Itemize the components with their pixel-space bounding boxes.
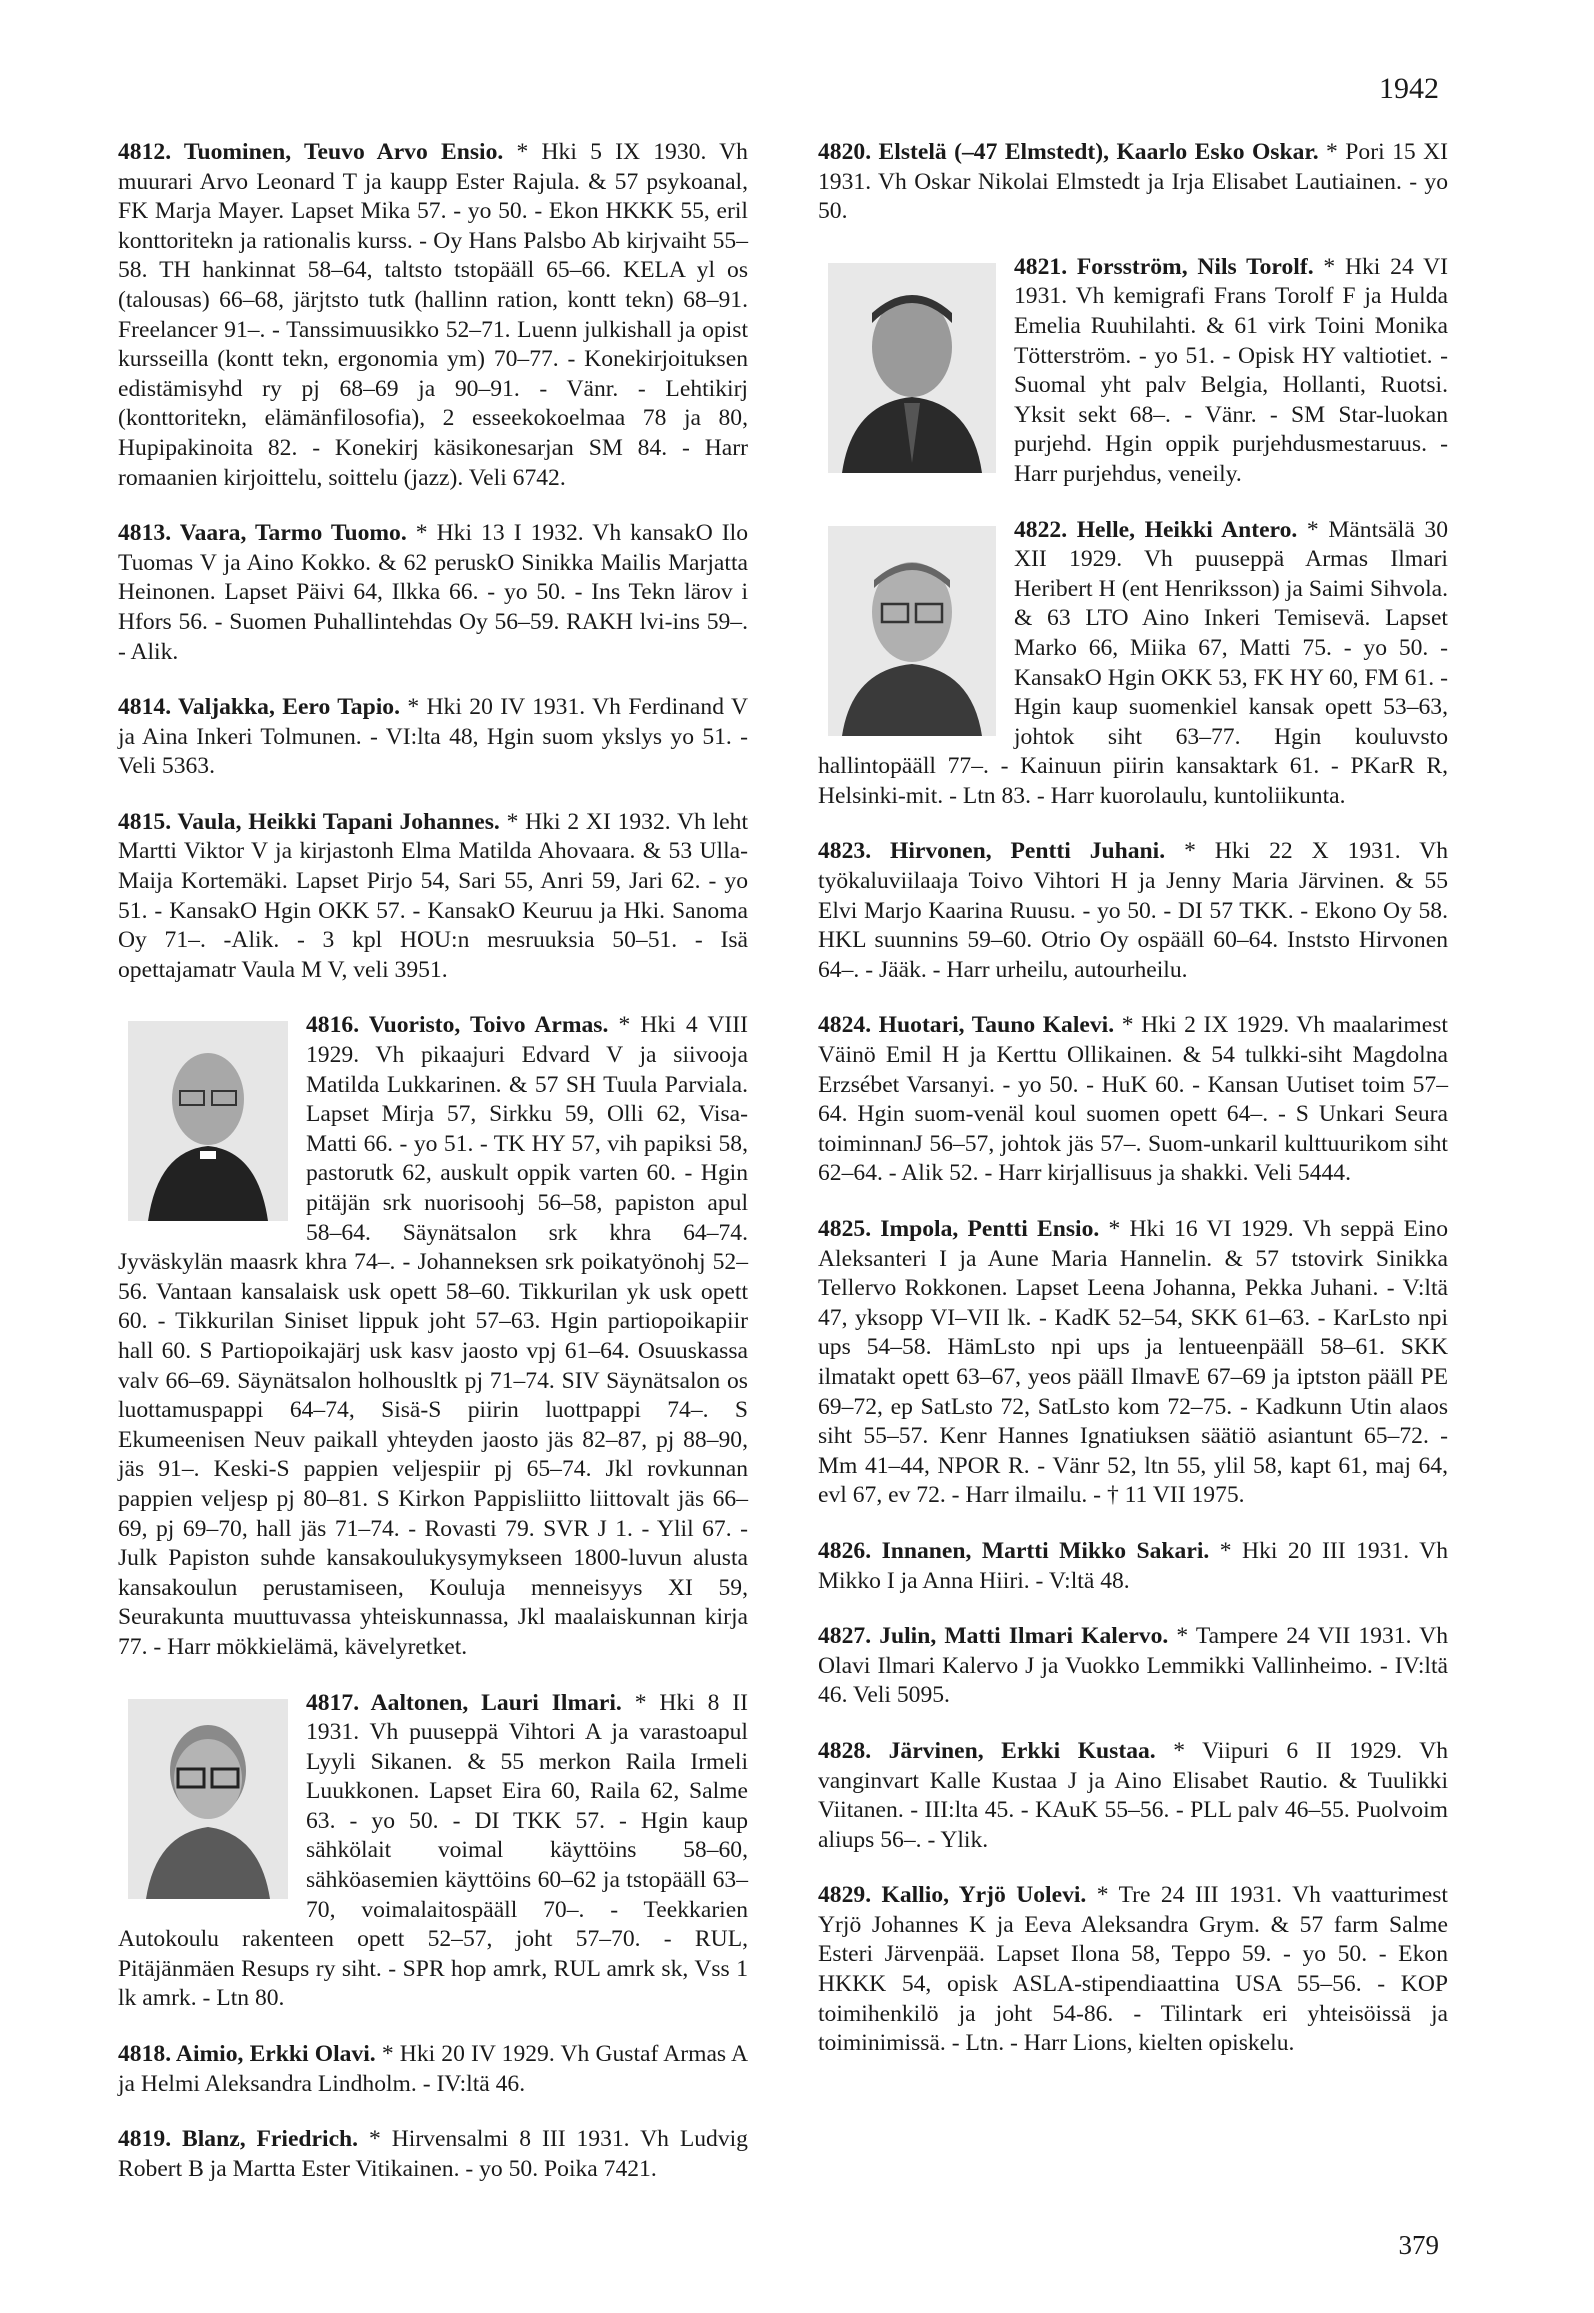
entry-4824 (818, 1011, 1448, 1189)
entry-text: * Hki 20 IV 1929. Vh Gustaf Armas A ja Helmi Aleksandra Lindholm. - IV:ltä 46. (118, 2041, 748, 2097)
page-number: 379 (1398, 2230, 1439, 2260)
entry-4827 (818, 1622, 1448, 1711)
entry-4820 (818, 138, 1448, 227)
entry-name: 4817. Aaltonen, Lauri Ilmari. (306, 1689, 622, 1716)
entry-name: 4819. Blanz, Friedrich. (118, 2126, 359, 2153)
entry-4826 (818, 1537, 1448, 1596)
entry-name: 4822. Helle, Heikki Antero. (1014, 516, 1298, 543)
entry-4829 (818, 1881, 1448, 2059)
entry-4822 (818, 516, 1448, 812)
entry-4819 (118, 2125, 748, 2184)
entry-name: 4825. Impola, Pentti Ensio. (818, 1216, 1100, 1242)
entry-name: 4815. Vaula, Heikki Tapani Johannes. (118, 808, 500, 835)
entry-name: 4813. Vaara, Tarmo Tuomo. (118, 520, 407, 547)
entry-name: 4818. Aimio, Erkki Olavi. (118, 2041, 376, 2068)
entry-name: 4828. Järvinen, Erkki Kustaa. (818, 1737, 1156, 1764)
entry-name: 4820. Elstelä (–47 Elmstedt), Kaarlo Esko Oskar. (818, 139, 1319, 165)
entry-name: 4812. Tuominen, Teuvo Arvo Ensio. (118, 139, 504, 165)
left-column (118, 138, 748, 2210)
right-column (818, 138, 1448, 2085)
entry-4828 (818, 1737, 1448, 1855)
entry-name: 4816. Vuoristo, Toivo Armas. (306, 1012, 609, 1039)
entry-4817 (118, 1689, 748, 2015)
entry-4823 (818, 837, 1448, 985)
portrait-photo-4817 (128, 1699, 288, 1899)
entry-4812 (118, 138, 748, 493)
header-year: 1942 (1379, 72, 1439, 105)
entry-4816 (118, 1011, 748, 1662)
entry-text: * Hki 8 II 1931. Vh puuseppä Vihtori A ja varastoapul Lyyli Sikanen. & 55 merkon Raila Irmeli Luukkonen. Lapset Eira 60, Raila 62, Salme 63. - yo 50. - DI TKK 57. - Hgin kaup sähkölait voimal käyttöins 58–60, sähköasemien käyttöins 60–62 ja tstopääll 63–70, voimalaitospääll 70–. - Teekkarien Autokoulu rakenteen opett 52–57, joht 57–70. - RUL, Pitäjänmäen Resups ry siht. - SPR hop amrk, RUL amrk sk, Vss 1 lk amrk. - Ltn 80. (118, 1689, 748, 2012)
entry-text: * Tre 24 III 1931. Vh vaatturimest Yrjö Johannes K ja Eeva Aleksandra Grym. & 57 farm Salme Esteri Järvenpää. Lapset Ilona 58, Teppo 59. - yo 50. - Ekon HKKK 54, opisk ASLA-stipendiaattina USA 55–56. - KOP toimihenkilö ja joht 54-86. - Tilintark eri yhteisöissä ja toiminimissä. - Ltn. - Harr Lions, kielten opiskelu. (818, 1882, 1448, 2057)
entry-4815 (118, 808, 748, 986)
entry-4818 (118, 2040, 748, 2099)
entry-4813 (118, 519, 748, 667)
entry-text: * Hirvensalmi 8 III 1931. Vh Ludvig Robert B ja Martta Ester Vitikainen. - yo 50. Poika 7421. (118, 2126, 748, 2182)
entry-text: * Hki 4 VIII 1929. Vh pikaajuri Edvard V ja siivooja Matilda Lukkarinen. & 57 SH Tuula Parviala. Lapset Mirja 57, Sirkku 59, Olli 62, Visa-Matti 66. - yo 51. - TK HY 57, vih papiksi 58, pastorutk 62, auskult oppik varten 60. - Hgin pitäjän srk nuorisoohj 56–58, papiston apul 58–64. Säynätsalon srk khra 64–74. Jyväskylän maasrk khra 74–. - Johanneksen srk poikatyönohj 52–56. Vantaan kansalaisk usk opett 58–60. Tikkurilan yk usk opett 60. - Tikkurilan Siniset lippuk joht 57–63. Hgin partiopoikapiir hall 60. S Partiopoikajärj usk kasv jaosto vpj 61–64. Osuuskassa valv 66–69. Säynätsalon holhousltk pj 71–74. SIV Säynätsalon os luottamuspappi 64–74, Sisä-S piirin luottpappi 74–. S Ekumeenisen Neuv paikall yhteyden jaosto jäs 82–87, pj 88–90, jäs 91–. Keski-S pappien veljespiir pj 65–74. Jkl rovkunnan pappien veljesp pj 80–81. S Kirkon Pappisliitto liittovalt jäs 66–69, pj 69–70, hall jäs 71–74. - Rovasti 79. SVR J 1. - Ylil 67. - Julk Papiston suhde kansakoulukysymykseen 1800-luvun alusta kansakoulun perustamiseen, Kouluja menneisyys XI 59, Seurakunta muuttuvassa yhteiskunnassa, Jkl maalaiskunnan kirja 77. - Harr mökkielämä, kävelyretket. (118, 1012, 748, 1660)
entry-text: * Mäntsälä 30 XII 1929. Vh puuseppä Armas Ilmari Heribert H (ent Henriksson) ja Saimi Sihvola. & 63 LTO Aino Inkeri Temisevä. Lapset Marko 66, Miika 67, Matti 75. - yo 50. - KansakO Hgin OKK 53, FK HY 60, FM 61. - Hgin kaup suomenkiel kansak opett 53–63, johtok siht 63–77. Hgin kouluvsto hallintopääll 77–. - Kainuun piirin kansaktark 61. - PKarR R, Helsinki-mit. - Ltn 83. - Harr kuorolaulu, kuntoliikunta. (818, 516, 1448, 809)
entry-4814 (118, 693, 748, 782)
entry-name: 4826. Innanen, Martti Mikko Sakari. (818, 1537, 1210, 1564)
entry-text: * Hki 22 X 1931. Vh työkaluviilaaja Toivo Vihtori H ja Jenny Maria Järvinen. & 55 Elvi Marjo Kaarina Ruusu. - yo 50. - DI 57 TKK. - Ekono Oy 58. HKL suunnins 59–60. Otrio Oy ospääll 60–64. Inststo Hirvonen 64–. - Jääk. - Harr urheilu, autourheilu. (818, 838, 1448, 983)
entry-4821 (818, 253, 1448, 490)
entry-text: * Hki 2 XI 1932. Vh leht Martti Viktor V ja kirjastonh Elma Matilda Ahovaara. & 53 Ulla-Maija Kortemäki. Lapset Pirjo 54, Sari 55, Anri 59, Jari 62. - yo 51. - KansakO Hgin OKK 57. - KansakO Keuruu ja Hki. Sanoma Oy 71–. -Alik. - 3 kpl HOU:n mesruuksia 50–51. - Isä opettajamatr Vaula M V, veli 3951. (118, 808, 748, 983)
entry-name: 4827. Julin, Matti Ilmari Kalervo. (818, 1623, 1169, 1650)
portrait-photo-4822 (828, 526, 996, 736)
entry-text: * Hki 5 IX 1930. Vh muurari Arvo Leonard T ja kaupp Ester Rajula. & 57 psykoanal, FK Marja Mayer. Lapset Mika 57. - yo 50. - Ekon HKKK 55, eril konttoritekn ja rationalis kurss. - Oy Hans Palsbo Ab kirjvaiht 55–58. TH hankinnat 58–64, taltsto tstopääll 65–66. KELA yl os (talousas) 66–68, järjtsto tutk (hallinn ration, kontt tekn) 68–91. Freelancer 91–. - Tanssimuusikko 52–71. Luenn julkishall ja opist kursseilla (kontt tekn, ergonomia ym) 70–77. - Konekirjoituksen edistämisyhd ry pj 68–69 ja 90–91. - Vänr. - Lehtikirj (konttoritekn, elämänfilosofia), 2 esseekokoelmaa 78 ja 80, Hupipakinoita 82. - Konekirj käsikonesarjan SM 84. - Harr romaanien kirjoittelu, soittelu (jazz). Veli 6742. (118, 139, 748, 491)
portrait-photo-4821 (828, 263, 996, 473)
portrait-photo-4816 (128, 1021, 288, 1221)
entry-name: 4821. Forsström, Nils Torolf. (1014, 253, 1314, 280)
page-header (0, 0, 1594, 110)
entry-text: * Hki 16 VI 1929. Vh seppä Eino Aleksanteri I ja Aune Maria Hannelin. & 57 tstovirk Sinikka Tellervo Rokkonen. Lapset Leena Johanna, Pekka Juhani. - V:ltä 47, yksopp VI–VII lk. - KadK 52–54, SKK 61–63. - KarLsto npi ups 54–58. HämLsto npi ups ja lentueenpääll 58–61. SKK ilmatakt opett 63–67, yeos pääll IlmavE 67–69 ja iptston pääll PE 69–72, ep SatLsto 72, SatLsto kom 72–75. - Kadkunn Utin alaos siht 55–57. Kenr Hannes Ignatiuksen säätiö asiantunt 65–72. - Mm 41–44, NPOR R. - Vänr 52, ltn 55, ylil 58, kapt 61, maj 64, evl 67, ev 72. - Harr ilmailu. - † 11 VII 1975. (818, 1216, 1448, 1509)
entry-name: 4814. Valjakka, Eero Tapio. (118, 694, 400, 721)
entry-4825 (818, 1215, 1448, 1511)
entry-text: * Viipuri 6 II 1929. Vh vanginvart Kalle Kustaa J ja Aino Elisabet Rautio. & Tuulikki Viitanen. - III:lta 45. - KAuK 55–56. - PLL palv 46–55. Puolvoim aliups 56–. - Ylik. (818, 1737, 1448, 1853)
entry-name: 4823. Hirvonen, Pentti Juhani. (818, 838, 1166, 865)
entry-text: * Hki 20 III 1931. Vh Mikko I ja Anna Hiiri. - V:ltä 48. (818, 1537, 1448, 1594)
entry-text: * Hki 20 IV 1931. Vh Ferdinand V ja Aina Inkeri Tolmunen. - VI:lta 48, Hgin suom ykslys yo 51. - Veli 5363. (118, 694, 748, 780)
entry-text: * Tampere 24 VII 1931. Vh Olavi Ilmari Kalervo J ja Vuokko Lemmikki Vallinheimo. - IV:ltä 46. Veli 5095. (818, 1623, 1448, 1709)
entry-name: 4829. Kallio, Yrjö Uolevi. (818, 1882, 1087, 1909)
entry-text: * Hki 13 I 1932. Vh kansakO Ilo Tuomas V ja Aino Kokko. & 62 peruskO Sinikka Mailis Marjatta Heinonen. Lapset Päivi 64, Ilkka 66. - yo 50. - Ins Tekn lärov i Hfors 56. - Suomen Puhallintehdas Oy 56–59. RAKH lvi-ins 59–. - Alik. (118, 520, 748, 665)
entry-text: * Hki 24 VI 1931. Vh kemigrafi Frans Torolf F ja Hulda Emelia Ruuhilahti. & 61 virk Toini Monika Tötterström. - yo 51. - Opisk HY valtiotiet. - Suomal yht palv Belgia, Hollanti, Ruotsi. Yksit sekt 68–. - Vänr. - SM Star-luokan purjehd. Hgin oppik purjehdusmestaruus. - Harr purjehdus, veneily. (1014, 253, 1448, 487)
entry-text: * Pori 15 XI 1931. Vh Oskar Nikolai Elmstedt ja Irja Elisabet Lautiainen. - yo 50. (818, 139, 1448, 225)
entry-text: * Hki 2 IX 1929. Vh maalarimest Väinö Emil H ja Kerttu Ollikainen. & 54 tulkki-siht Magdolna Erzsébet Varsanyi. - yo 50. - HuK 60. - Kansan Uutiset toim 57–64. Hgin suom-venäl koul suomen opett 64–. - S Unkari Seura toiminnanJ 56–57, johtok jäs 57–. Suom-unkaril kulttuurikom siht 62–64. - Alik 52. - Harr kirjallisuus ja shakki. Veli 5444. (818, 1012, 1448, 1187)
entry-name: 4824. Huotari, Tauno Kalevi. (818, 1012, 1115, 1039)
